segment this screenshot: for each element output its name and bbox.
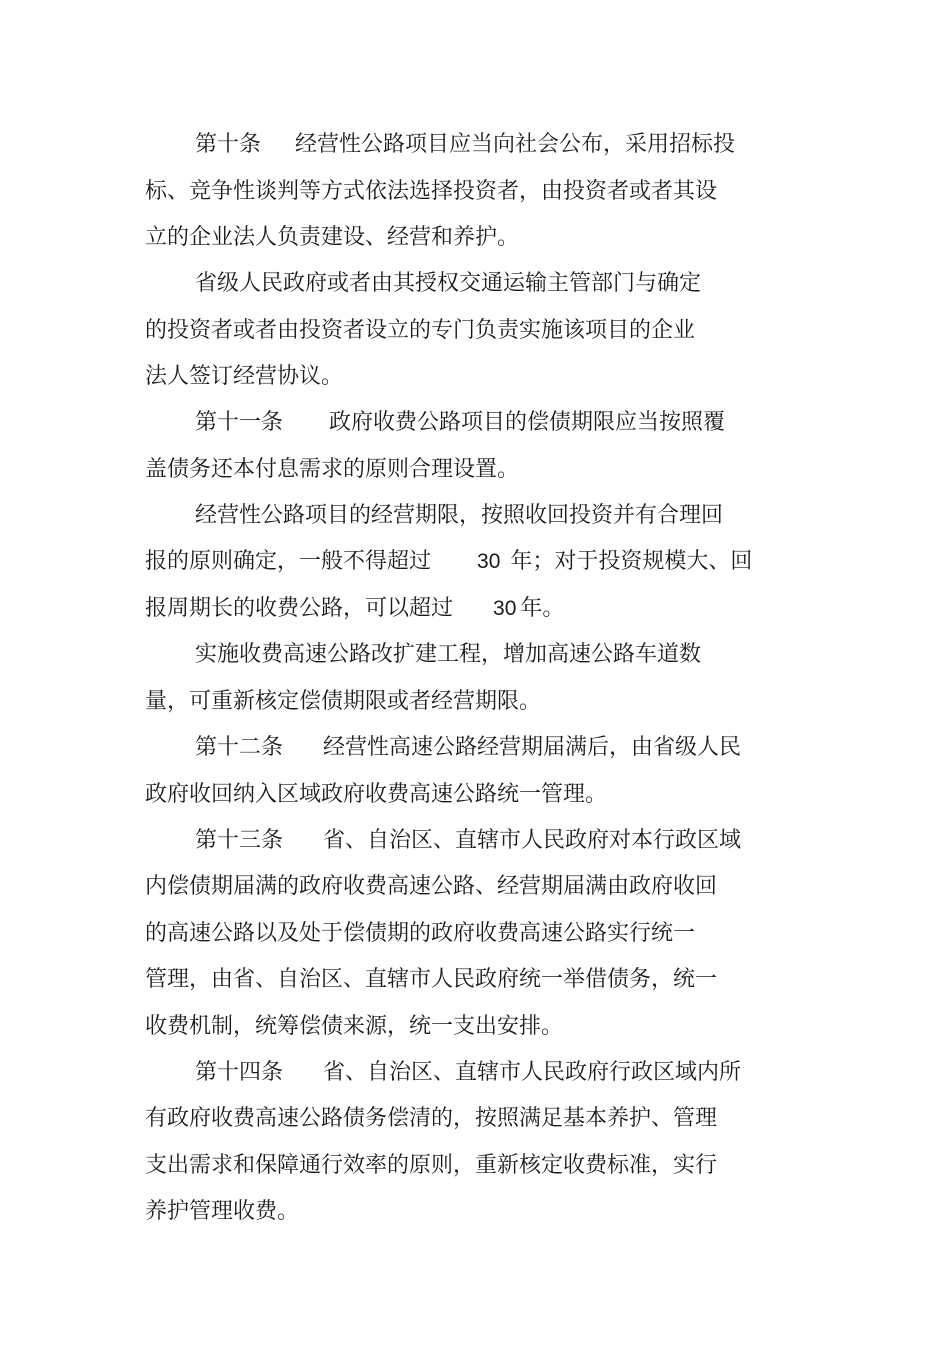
article-13-line-4: 管理，由省、自治区、直辖市人民政府统一举借债务，统一: [145, 967, 718, 992]
article-13-line-2: 内偿债期届满的政府收费高速公路、经营期届满由政府收回: [145, 874, 718, 899]
article-11-p2-line-3-text-b: 年。: [520, 596, 565, 621]
article-11-p2-line-2: [145, 547, 752, 577]
article-14-line-2: 有政府收费高速公路债务偿清的，按照满足基本养护、管理: [145, 1106, 718, 1131]
article-13-label: 第十三条: [195, 828, 284, 853]
article-11-p2-line-3: [145, 594, 564, 624]
article-11-p2-line-2-text-a: 报的原则确定，一般不得超过: [145, 549, 432, 574]
article-11-line-1: [195, 408, 725, 438]
article-10-p2-line-1: 省级人民政府或者由其授权交通运输主管部门与确定: [195, 271, 702, 296]
article-10-label: 第十条: [195, 132, 262, 157]
article-10-text: 经营性公路项目应当向社会公布，采用招标投: [295, 132, 736, 157]
article-13-line-1: [195, 826, 741, 856]
article-12-text: 经营性高速公路经营期届满后，由省级人民: [323, 735, 742, 760]
article-14-line-3: 支出需求和保障通行效率的原则，重新核定收费标准，实行: [145, 1153, 718, 1178]
article-13-text: 省、自治区、直辖市人民政府对本行政区域: [323, 828, 742, 853]
article-11-term-years-1: 30: [477, 550, 501, 573]
article-11-p2-line-3-text-a: 报周期长的收费公路，可以超过: [145, 596, 454, 621]
article-11-p3-line-2: 量，可重新核定偿债期限或者经营期限。: [145, 689, 542, 714]
article-11-p2-line-1: 经营性公路项目的经营期限，按照收回投资并有合理回: [195, 503, 724, 528]
article-10-p2-line-2: 的投资者或者由投资者设立的专门负责实施该项目的企业: [145, 318, 696, 343]
article-14-text: 省、自治区、直辖市人民政府行政区域内所: [323, 1060, 742, 1085]
article-12-line-1: [195, 733, 741, 763]
article-14-line-4: 养护管理收费。: [145, 1199, 300, 1224]
article-11-text: 政府收费公路项目的偿债期限应当按照覆: [329, 410, 726, 435]
article-14-line-1: [195, 1058, 741, 1088]
article-12-line-2: 政府收回纳入区域政府收费高速公路统一管理。: [145, 782, 608, 807]
article-11-term-years-2: 30: [493, 597, 517, 620]
article-11-p2-line-2-text-b: 年；对于投资规模大、回: [510, 549, 753, 574]
article-12-label: 第十二条: [195, 735, 284, 760]
article-13-line-5: 收费机制，统筹偿债来源，统一支出安排。: [145, 1014, 564, 1039]
article-11-line-2: 盖债务还本付息需求的原则合理设置。: [145, 457, 520, 482]
article-10-line-1: [195, 130, 735, 160]
article-10-line-3: 立的企业法人负责建设、经营和养护。: [145, 225, 520, 250]
article-10-line-2: 标、竞争性谈判等方式依法选择投资者，由投资者或者其设: [145, 179, 718, 204]
article-13-line-3: 的高速公路以及处于偿债期的政府收费高速公路实行统一: [145, 921, 696, 946]
article-11-label: 第十一条: [195, 410, 284, 435]
article-14-label: 第十四条: [195, 1060, 284, 1085]
article-11-p3-line-1: 实施收费高速公路改扩建工程，增加高速公路车道数: [195, 642, 702, 667]
article-10-p2-line-3: 法人签订经营协议。: [145, 364, 344, 389]
